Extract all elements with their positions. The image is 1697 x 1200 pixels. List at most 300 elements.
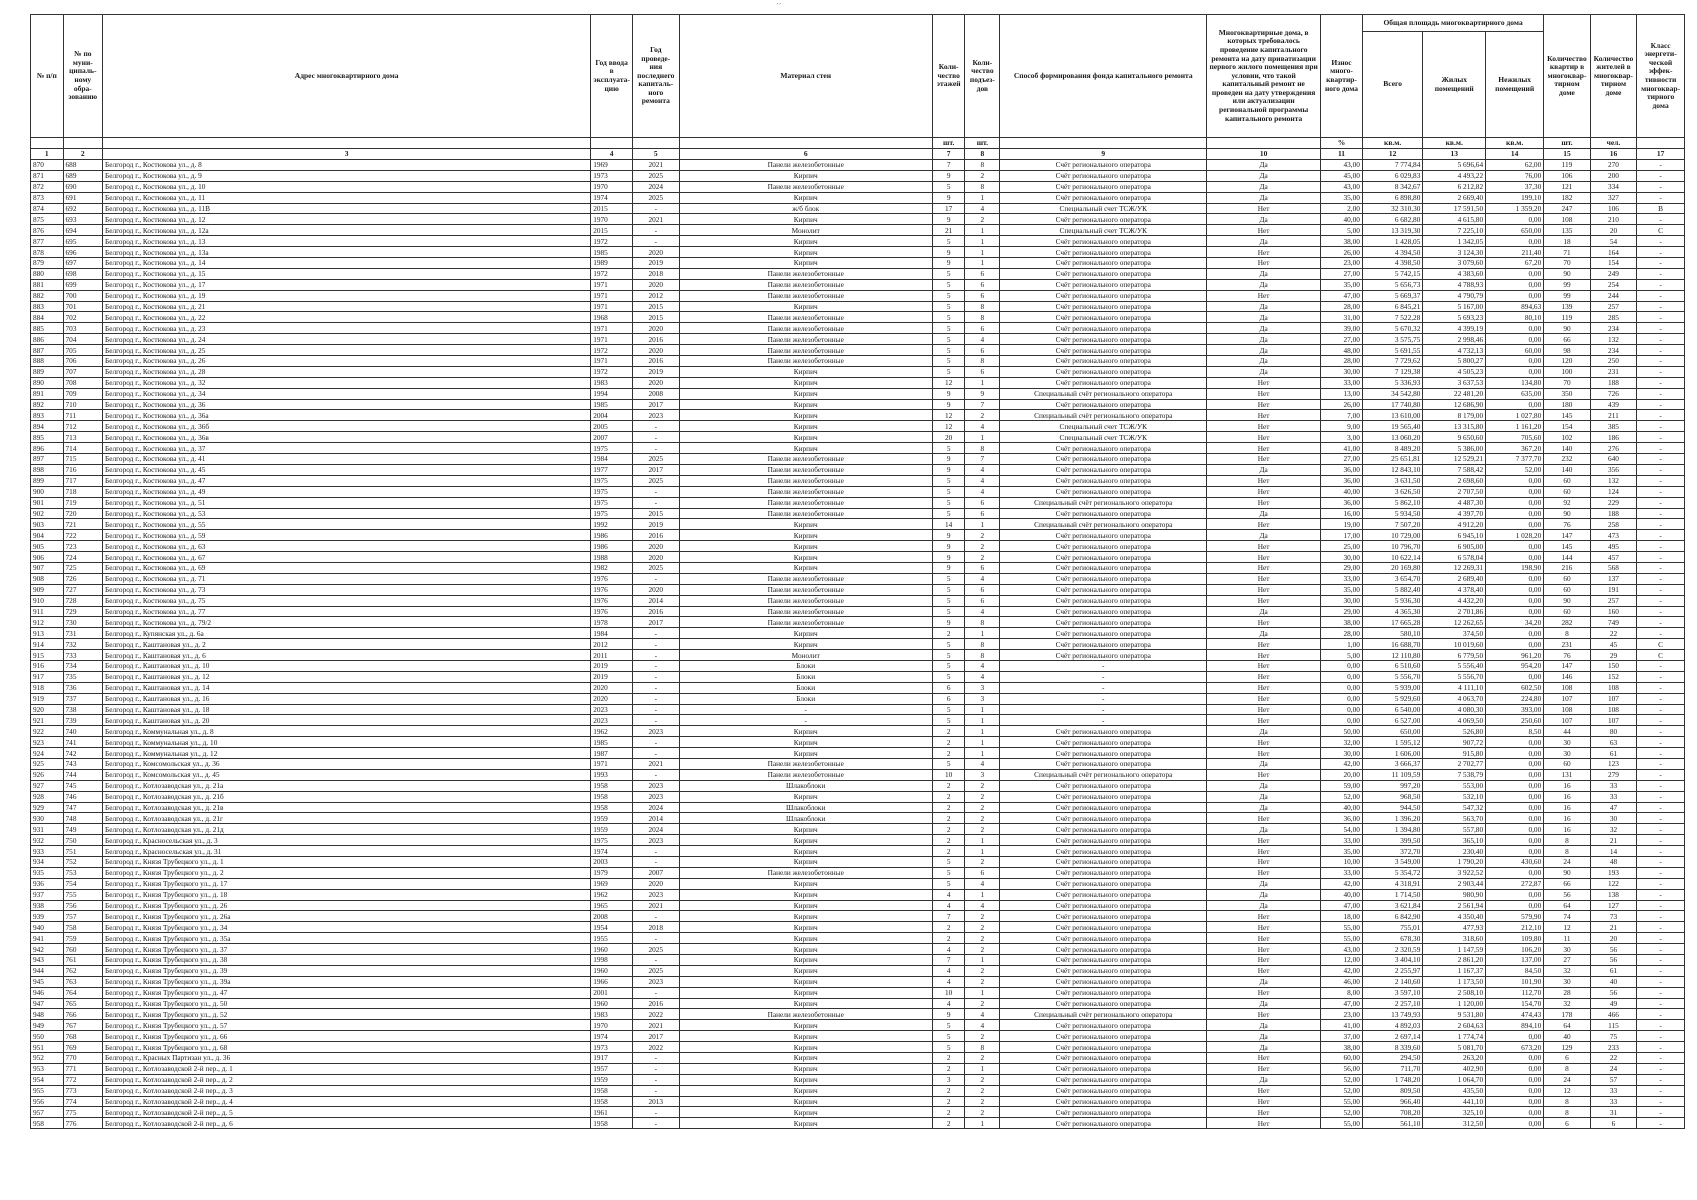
cell-address: Белгород г., Костюкова ул., д. 53 xyxy=(103,508,591,519)
cell-area-total: 10 729,00 xyxy=(1362,530,1422,541)
header-num: № п/п xyxy=(31,15,64,138)
cell-residents: 229 xyxy=(1590,497,1636,508)
cell-area-living: 1 774,74 xyxy=(1423,1031,1486,1042)
cell-entrances: 6 xyxy=(965,323,1000,334)
cell-area-total: 3 621,84 xyxy=(1362,900,1422,911)
cell-address: Белгород г., Котлозаводской 2-й пер., д. 2 xyxy=(103,1074,591,1085)
cell-year-repair: 2017 xyxy=(633,399,679,410)
cell-apartments: 18 xyxy=(1544,236,1590,247)
cell-mun-num: 756 xyxy=(63,900,103,911)
cell-entrances: 7 xyxy=(965,399,1000,410)
cell-area-living: 4 350,40 xyxy=(1423,911,1486,922)
cell-year-repair: 2025 xyxy=(633,192,679,203)
cell-entrances: 8 xyxy=(965,356,1000,367)
cell-row-num: 922 xyxy=(31,726,64,737)
cell-address: Белгород г., Князя Трубецкого ул., д. 39 xyxy=(103,965,591,976)
cell-area-living: 907,72 xyxy=(1423,737,1486,748)
table-row xyxy=(31,519,1685,530)
cell-energy-class: - xyxy=(1637,486,1685,497)
cell-row-num: 916 xyxy=(31,660,64,671)
cell-year-built: 2019 xyxy=(591,660,633,671)
table-row xyxy=(31,454,1685,465)
cell-apartments: 60 xyxy=(1544,606,1590,617)
cell-area-living: 2 669,40 xyxy=(1423,192,1486,203)
cell-floors: 5 xyxy=(932,595,965,606)
cell-area-total: 1 606,00 xyxy=(1362,748,1422,759)
cell-wear: 23,00 xyxy=(1321,258,1363,269)
cell-apartments: 8 xyxy=(1544,628,1590,639)
cell-mun-num: 696 xyxy=(63,247,103,258)
cell-entrances: 6 xyxy=(965,867,1000,878)
cell-wear: 40,00 xyxy=(1321,486,1363,497)
cell-row-num: 928 xyxy=(31,791,64,802)
cell-repair-required: Да xyxy=(1207,889,1321,900)
cell-apartments: 64 xyxy=(1544,900,1590,911)
cell-area-living: 980,90 xyxy=(1423,889,1486,900)
cell-wear: 55,00 xyxy=(1321,1096,1363,1107)
cell-repair-required: Нет xyxy=(1207,857,1321,868)
cell-floors: 4 xyxy=(932,900,965,911)
cell-floors: 4 xyxy=(932,976,965,987)
cell-material: Шлакоблоки xyxy=(679,780,932,791)
cell-material: Панели железобетонные xyxy=(679,497,932,508)
cell-energy-class: - xyxy=(1637,1042,1685,1053)
cell-energy-class: - xyxy=(1637,323,1685,334)
cell-year-repair: 2021 xyxy=(633,160,679,171)
cell-fund-method: Счёт регионального оператора xyxy=(1000,334,1207,345)
cell-row-num: 921 xyxy=(31,715,64,726)
cell-year-built: 1984 xyxy=(591,454,633,465)
cell-energy-class: - xyxy=(1637,857,1685,868)
cell-year-repair: 2015 xyxy=(633,301,679,312)
cell-residents: 568 xyxy=(1590,562,1636,573)
cell-row-num: 925 xyxy=(31,758,64,769)
cell-entrances: 4 xyxy=(965,671,1000,682)
cell-fund-method: Счёт регионального оператора xyxy=(1000,628,1207,639)
cell-fund-method: Счёт регионального оператора xyxy=(1000,247,1207,258)
cell-year-repair: - xyxy=(633,693,679,704)
cell-energy-class: - xyxy=(1637,464,1685,475)
cell-energy-class: - xyxy=(1637,835,1685,846)
cell-area-total: 1 595,12 xyxy=(1362,737,1422,748)
cell-residents: 47 xyxy=(1590,802,1636,813)
cell-material: Кирпич xyxy=(679,955,932,966)
cell-area-nonliving: 62,00 xyxy=(1486,160,1544,171)
cell-area-living: 6 945,10 xyxy=(1423,530,1486,541)
cell-floors: 5 xyxy=(932,650,965,661)
cell-fund-method: Счёт регионального оператора xyxy=(1000,595,1207,606)
cell-area-nonliving: 367,20 xyxy=(1486,443,1544,454)
cell-apartments: 32 xyxy=(1544,965,1590,976)
cell-wear: 47,00 xyxy=(1321,998,1363,1009)
table-row xyxy=(31,1096,1685,1107)
cell-energy-class: - xyxy=(1637,530,1685,541)
cell-area-total: 561,10 xyxy=(1362,1118,1422,1129)
cell-mun-num: 753 xyxy=(63,867,103,878)
cell-apartments: 145 xyxy=(1544,410,1590,421)
cell-area-total: 5 669,37 xyxy=(1362,290,1422,301)
header-year-repair: Год проведе-ния последнего капиталь-ного ремонта xyxy=(633,15,679,138)
cell-year-built: 1962 xyxy=(591,889,633,900)
cell-wear: 56,00 xyxy=(1321,1063,1363,1074)
table-row xyxy=(31,258,1685,269)
cell-repair-required: Нет xyxy=(1207,1107,1321,1118)
cell-area-living: 5 556,70 xyxy=(1423,671,1486,682)
cell-entrances: 2 xyxy=(965,541,1000,552)
cell-area-total: 32 310,30 xyxy=(1362,203,1422,214)
cell-entrances: 4 xyxy=(965,573,1000,584)
cell-row-num: 936 xyxy=(31,878,64,889)
cell-address: Белгород г., Князя Трубецкого ул., д. 66 xyxy=(103,1031,591,1042)
cell-mun-num: 702 xyxy=(63,312,103,323)
cell-mun-num: 751 xyxy=(63,846,103,857)
cell-material: Панели железобетонные xyxy=(679,606,932,617)
cell-apartments: 16 xyxy=(1544,813,1590,824)
cell-row-num: 877 xyxy=(31,236,64,247)
cell-row-num: 902 xyxy=(31,508,64,519)
table-row xyxy=(31,203,1685,214)
cell-residents: 138 xyxy=(1590,889,1636,900)
cell-energy-class: - xyxy=(1637,715,1685,726)
cell-row-num: 896 xyxy=(31,443,64,454)
cell-mun-num: 745 xyxy=(63,780,103,791)
cell-year-repair: 2021 xyxy=(633,758,679,769)
cell-residents: 385 xyxy=(1590,421,1636,432)
cell-material: Монолит xyxy=(679,225,932,236)
cell-mun-num: 746 xyxy=(63,791,103,802)
cell-fund-method: Счёт регионального оператора xyxy=(1000,650,1207,661)
cell-mun-num: 705 xyxy=(63,345,103,356)
cell-mun-num: 714 xyxy=(63,443,103,454)
cell-address: Белгород г., Каштановая ул., д. 10 xyxy=(103,660,591,671)
cell-year-built: 1970 xyxy=(591,181,633,192)
cell-year-built: 2020 xyxy=(591,682,633,693)
cell-fund-method: Счёт регионального оператора xyxy=(1000,998,1207,1009)
cell-mun-num: 724 xyxy=(63,552,103,563)
cell-row-num: 880 xyxy=(31,268,64,279)
cell-mun-num: 700 xyxy=(63,290,103,301)
cell-floors: 12 xyxy=(932,377,965,388)
cell-mun-num: 720 xyxy=(63,508,103,519)
cell-area-living: 553,00 xyxy=(1423,780,1486,791)
cell-floors: 2 xyxy=(932,737,965,748)
cell-floors: 12 xyxy=(932,410,965,421)
cell-floors: 10 xyxy=(932,987,965,998)
cell-year-built: 1975 xyxy=(591,508,633,519)
cell-apartments: 135 xyxy=(1544,225,1590,236)
cell-residents: 21 xyxy=(1590,922,1636,933)
cell-area-nonliving: 0,00 xyxy=(1486,758,1544,769)
cell-year-built: 2015 xyxy=(591,225,633,236)
cell-address: Белгород г., Костюкова ул., д. 45 xyxy=(103,464,591,475)
cell-material: Панели железобетонные xyxy=(679,464,932,475)
cell-year-repair: - xyxy=(633,1085,679,1096)
cell-repair-required: Да xyxy=(1207,824,1321,835)
cell-entrances: 2 xyxy=(965,911,1000,922)
cell-energy-class: - xyxy=(1637,1031,1685,1042)
table-row xyxy=(31,769,1685,780)
cell-row-num: 897 xyxy=(31,454,64,465)
cell-material: - xyxy=(679,715,932,726)
cell-wear: 33,00 xyxy=(1321,867,1363,878)
cell-row-num: 883 xyxy=(31,301,64,312)
cell-wear: 26,00 xyxy=(1321,247,1363,258)
cell-material: Блоки xyxy=(679,693,932,704)
cell-residents: 234 xyxy=(1590,323,1636,334)
cell-repair-required: Нет xyxy=(1207,410,1321,421)
cell-address: Белгород г., Каштановая ул., д. 6 xyxy=(103,650,591,661)
cell-floors: 5 xyxy=(932,758,965,769)
cell-address: Белгород г., Князя Трубецкого ул., д. 47 xyxy=(103,987,591,998)
cell-area-living: 2 861,20 xyxy=(1423,955,1486,966)
cell-address: Белгород г., Костюкова ул., д. 15 xyxy=(103,268,591,279)
cell-energy-class: - xyxy=(1637,628,1685,639)
table-row xyxy=(31,508,1685,519)
cell-entrances: 4 xyxy=(965,334,1000,345)
cell-apartments: 16 xyxy=(1544,802,1590,813)
cell-year-repair: 2014 xyxy=(633,595,679,606)
cell-area-living: 563,70 xyxy=(1423,813,1486,824)
cell-energy-class: - xyxy=(1637,584,1685,595)
cell-energy-class: - xyxy=(1637,388,1685,399)
table-row xyxy=(31,911,1685,922)
cell-year-repair: - xyxy=(633,639,679,650)
cell-area-living: 2 689,40 xyxy=(1423,573,1486,584)
cell-wear: 35,00 xyxy=(1321,584,1363,595)
cell-residents: 640 xyxy=(1590,454,1636,465)
cell-fund-method: Счёт регионального оператора xyxy=(1000,160,1207,171)
cell-area-total: 5 882,40 xyxy=(1362,584,1422,595)
cell-energy-class: - xyxy=(1637,1063,1685,1074)
cell-row-num: 894 xyxy=(31,421,64,432)
cell-mun-num: 747 xyxy=(63,802,103,813)
table-row xyxy=(31,366,1685,377)
cell-year-repair: 2021 xyxy=(633,1020,679,1031)
cell-year-built: 1983 xyxy=(591,377,633,388)
cell-area-living: 4 788,93 xyxy=(1423,279,1486,290)
unit-area-living: кв.м. xyxy=(1423,138,1486,149)
cell-mun-num: 733 xyxy=(63,650,103,661)
cell-energy-class: - xyxy=(1637,671,1685,682)
table-row xyxy=(31,824,1685,835)
cell-address: Белгород г., Костюкова ул., д. 24 xyxy=(103,334,591,345)
cell-fund-method: Счёт регионального оператора xyxy=(1000,475,1207,486)
cell-area-total: 2 697,14 xyxy=(1362,1031,1422,1042)
cell-material: Кирпич xyxy=(679,748,932,759)
cell-fund-method: Счёт регионального оператора xyxy=(1000,323,1207,334)
cell-repair-required: Нет xyxy=(1207,432,1321,443)
page-mark: ´´ xyxy=(776,2,782,11)
cell-entrances: 1 xyxy=(965,628,1000,639)
cell-apartments: 74 xyxy=(1544,911,1590,922)
cell-entrances: 6 xyxy=(965,497,1000,508)
cell-area-living: 4 383,60 xyxy=(1423,268,1486,279)
cell-area-living: 9 531,80 xyxy=(1423,1009,1486,1020)
cell-residents: 188 xyxy=(1590,508,1636,519)
table-row xyxy=(31,497,1685,508)
table-row xyxy=(31,660,1685,671)
cell-floors: 5 xyxy=(932,323,965,334)
cell-fund-method: - xyxy=(1000,671,1207,682)
cell-residents: 40 xyxy=(1590,976,1636,987)
cell-repair-required: Да xyxy=(1207,1020,1321,1031)
cell-floors: 9 xyxy=(932,192,965,203)
table-row xyxy=(31,323,1685,334)
cell-mun-num: 750 xyxy=(63,835,103,846)
cell-material: Кирпич xyxy=(679,552,932,563)
cell-year-built: 1954 xyxy=(591,922,633,933)
cell-row-num: 919 xyxy=(31,693,64,704)
cell-material: Панели железобетонные xyxy=(679,454,932,465)
cell-area-nonliving: 650,00 xyxy=(1486,225,1544,236)
cell-area-nonliving: 0,00 xyxy=(1486,737,1544,748)
cell-area-nonliving: 0,00 xyxy=(1486,508,1544,519)
cell-residents: 57 xyxy=(1590,1074,1636,1085)
table-row xyxy=(31,639,1685,650)
cell-fund-method: Счёт регионального оператора xyxy=(1000,464,1207,475)
cell-floors: 7 xyxy=(932,160,965,171)
cell-material: Кирпич xyxy=(679,737,932,748)
table-row xyxy=(31,748,1685,759)
cell-mun-num: 771 xyxy=(63,1063,103,1074)
cell-apartments: 16 xyxy=(1544,824,1590,835)
cell-repair-required: Нет xyxy=(1207,1053,1321,1064)
cell-entrances: 8 xyxy=(965,1042,1000,1053)
cell-fund-method: Счёт регионального оператора xyxy=(1000,922,1207,933)
cell-residents: 127 xyxy=(1590,900,1636,911)
cell-area-living: 365,10 xyxy=(1423,835,1486,846)
cell-residents: 257 xyxy=(1590,595,1636,606)
cell-apartments: 98 xyxy=(1544,345,1590,356)
cell-apartments: 144 xyxy=(1544,552,1590,563)
cell-year-repair: - xyxy=(633,737,679,748)
cell-fund-method: Счёт регионального оператора xyxy=(1000,399,1207,410)
cell-residents: 186 xyxy=(1590,432,1636,443)
cell-energy-class: - xyxy=(1637,1009,1685,1020)
cell-entrances: 6 xyxy=(965,584,1000,595)
cell-repair-required: Нет xyxy=(1207,573,1321,584)
cell-residents: 106 xyxy=(1590,203,1636,214)
cell-area-nonliving: 0,00 xyxy=(1486,1107,1544,1118)
cell-year-built: 1986 xyxy=(591,530,633,541)
cell-row-num: 935 xyxy=(31,867,64,878)
cell-area-nonliving: 76,00 xyxy=(1486,170,1544,181)
cell-row-num: 881 xyxy=(31,279,64,290)
cell-row-num: 876 xyxy=(31,225,64,236)
cell-fund-method: Счёт регионального оператора xyxy=(1000,748,1207,759)
cell-floors: 7 xyxy=(932,955,965,966)
housing-register-sheet xyxy=(30,14,1685,1129)
cell-year-repair: 2023 xyxy=(633,791,679,802)
cell-repair-required: Да xyxy=(1207,181,1321,192)
cell-wear: 25,00 xyxy=(1321,541,1363,552)
cell-area-living: 3 922,52 xyxy=(1423,867,1486,878)
cell-entrances: 1 xyxy=(965,258,1000,269)
cell-area-nonliving: 0,00 xyxy=(1486,802,1544,813)
cell-residents: 48 xyxy=(1590,857,1636,868)
cell-wear: 42,00 xyxy=(1321,878,1363,889)
cell-address: Белгород г., Князя Трубецкого ул., д. 1 xyxy=(103,857,591,868)
cell-mun-num: 725 xyxy=(63,562,103,573)
cell-area-total: 4 318,91 xyxy=(1362,878,1422,889)
cell-year-built: 2008 xyxy=(591,911,633,922)
cell-area-nonliving: 0,00 xyxy=(1486,769,1544,780)
cell-year-built: 1989 xyxy=(591,258,633,269)
cell-mun-num: 697 xyxy=(63,258,103,269)
cell-energy-class: - xyxy=(1637,301,1685,312)
cell-area-living: 4 615,80 xyxy=(1423,214,1486,225)
cell-year-repair: 2018 xyxy=(633,922,679,933)
column-number: 6 xyxy=(679,149,932,160)
cell-entrances: 6 xyxy=(965,562,1000,573)
cell-row-num: 893 xyxy=(31,410,64,421)
cell-wear: 20,00 xyxy=(1321,769,1363,780)
table-row xyxy=(31,857,1685,868)
cell-year-repair: 2020 xyxy=(633,584,679,595)
cell-year-built: 1958 xyxy=(591,1118,633,1129)
cell-area-living: 6 578,04 xyxy=(1423,552,1486,563)
cell-area-nonliving: 0,00 xyxy=(1486,366,1544,377)
cell-residents: 749 xyxy=(1590,617,1636,628)
cell-address: Белгород г., Костюкова ул., д. 26 xyxy=(103,356,591,367)
cell-fund-method: Специальный счет ТСЖ/УК xyxy=(1000,432,1207,443)
cell-fund-method: Счёт регионального оператора xyxy=(1000,758,1207,769)
cell-material: Кирпич xyxy=(679,639,932,650)
cell-energy-class: - xyxy=(1637,911,1685,922)
cell-repair-required: Да xyxy=(1207,366,1321,377)
cell-energy-class: - xyxy=(1637,432,1685,443)
cell-mun-num: 739 xyxy=(63,715,103,726)
cell-area-nonliving: 0,00 xyxy=(1486,334,1544,345)
cell-energy-class: - xyxy=(1637,290,1685,301)
cell-year-built: 1988 xyxy=(591,552,633,563)
cell-year-built: 2015 xyxy=(591,203,633,214)
cell-residents: 32 xyxy=(1590,824,1636,835)
cell-area-total: 3 626,50 xyxy=(1362,486,1422,497)
cell-wear: 0,00 xyxy=(1321,704,1363,715)
cell-address: Белгород г., Костюкова ул., д. 63 xyxy=(103,541,591,552)
cell-area-total: 6 842,90 xyxy=(1362,911,1422,922)
cell-area-living: 12 262,65 xyxy=(1423,617,1486,628)
cell-year-repair: 2020 xyxy=(633,541,679,552)
cell-repair-required: Нет xyxy=(1207,748,1321,759)
header-residents: Количество жителей в многоквар-тирном доме xyxy=(1590,15,1636,138)
cell-entrances: 2 xyxy=(965,1031,1000,1042)
cell-mun-num: 761 xyxy=(63,955,103,966)
cell-floors: 20 xyxy=(932,432,965,443)
cell-material: Кирпич xyxy=(679,976,932,987)
cell-area-nonliving: 0,00 xyxy=(1486,399,1544,410)
cell-entrances: 6 xyxy=(965,268,1000,279)
cell-row-num: 933 xyxy=(31,846,64,857)
cell-fund-method: Специальный счёт регионального оператора xyxy=(1000,410,1207,421)
cell-residents: 122 xyxy=(1590,878,1636,889)
cell-year-built: 2004 xyxy=(591,410,633,421)
cell-floors: 5 xyxy=(932,268,965,279)
cell-wear: 19,00 xyxy=(1321,519,1363,530)
cell-repair-required: Да xyxy=(1207,160,1321,171)
cell-address: Белгород г., Костюкова ул., д. 41 xyxy=(103,454,591,465)
cell-address: Белгород г., Котлозаводская ул., д. 21д xyxy=(103,824,591,835)
cell-apartments: 60 xyxy=(1544,758,1590,769)
cell-year-built: 1917 xyxy=(591,1053,633,1064)
cell-material: Монолит xyxy=(679,650,932,661)
cell-apartments: 60 xyxy=(1544,486,1590,497)
cell-energy-class: - xyxy=(1637,737,1685,748)
table-row xyxy=(31,955,1685,966)
cell-energy-class: - xyxy=(1637,475,1685,486)
cell-repair-required: Нет xyxy=(1207,486,1321,497)
